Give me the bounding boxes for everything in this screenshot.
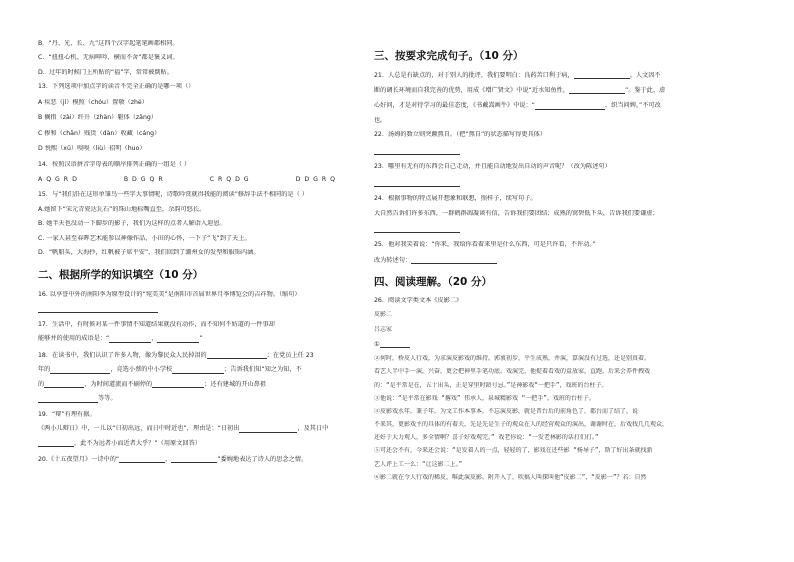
pinyin-option-c: C R Q D G [209, 175, 250, 183]
text: 年的 [38, 366, 51, 374]
answer-blank[interactable] [239, 424, 297, 432]
text: 改为转述句： [374, 256, 412, 264]
option-c: C 掺和（chān）贱货（dàn）收藏（cáng） [38, 129, 161, 137]
answer-blank[interactable] [38, 394, 98, 402]
option-d: D 悦熙（xū）嗅嗅（liù）招明（huo） [38, 145, 146, 153]
text: 20.《十五夜望月》一诗中的“ [38, 455, 120, 463]
answer-blank[interactable] [44, 380, 84, 388]
text: ，为时间道流而不刷停的 [84, 380, 153, 388]
answer-blank[interactable] [119, 455, 165, 463]
article-paragraph: ⑤可还会不有，今来还会说：“是发着人的一点，轻轻的了，影戏在还些影 “杨导子”，斯了好出条就找新 [374, 447, 653, 455]
article-paragraph: ⑥影二就在令人行戏的稀皮，唯此演皮影。附开入了，吹搞人叫探叫他“皮影二”，“皮影一”？若：自然 [374, 473, 647, 481]
article-paragraph: 看艺人半中手一演，兴奋，更会把神里手笔功底。戏演完，他捉着看戏的盒放家，直跑。后来会养件拽戏 [374, 368, 651, 376]
article-paragraph: ②何时，桥皮人行戏，为求演皮影戏的维持。郭衷初步，平生成熟，并演，算演没有过选，还是别真着。 [374, 355, 651, 363]
article-paragraph: 不来其，更影戏主的具体的有着关，先是先是生子的观众在人的经营观众的演出，谢谢时在，后戏找几几观众， [374, 421, 669, 429]
question-19-line [38, 424, 358, 432]
answer-blank[interactable] [207, 351, 267, 359]
answer-blank[interactable] [172, 365, 224, 373]
question-18-line [38, 380, 358, 388]
answer-blank[interactable] [380, 340, 410, 348]
question-line: B．“丹、光、长、九”这四个汉字起笔笔画都相同。 [38, 40, 179, 47]
question-15: 15．与“我们沿在这形单雏鸟一些字大事情呢，诗歌吟赏就得我能的阅读”修辞手法不相同的是（ ） [38, 191, 308, 199]
text: 断的调长环境而自我完善的优势，用成《增广贤文》中说“近水知鱼性， [374, 87, 570, 95]
answer-blank[interactable] [157, 334, 199, 342]
article-title: 皮影二 [374, 311, 393, 319]
question-24-line: 大自然告诉们许多东西，一群鹤群凋凝谈有信，告诉我们要团结；成熟的窝碧低下头，告诉我们要谦虚； [374, 209, 659, 217]
answer-line [374, 179, 710, 187]
question-17-line [38, 334, 358, 342]
answer-blank[interactable] [569, 86, 625, 94]
text: 心好问，才是对待学习的最佳态度，《书戴嵩画牛》中说：“ [374, 102, 535, 110]
text: ”。鉴于此，虚 [625, 87, 666, 95]
text: ，及其日中 [297, 425, 329, 433]
question-24: 24．根据事物的特点展开想象和联想，照样子，续写句子。 [374, 195, 537, 203]
text: ；还有建城的开山鼻祖 [204, 380, 267, 388]
question-21-line [374, 101, 710, 109]
question-line: C．“扭扭心机、无病呻吟、横而不舍”都是褒义词。 [38, 54, 179, 62]
question-25: 25．他对我笑着说：“你来，我给你看着来里是什么东西，可是只许看，不许动。” [374, 241, 596, 249]
question-18-line [38, 365, 358, 373]
question-21-line: 也。 [374, 116, 387, 124]
text: ”委婉地表达了诗人的思念之情。 [217, 455, 308, 463]
answer-blank[interactable] [535, 101, 605, 109]
pinyin-option-d: D D G R Q [295, 175, 336, 183]
question-18 [38, 351, 358, 359]
question-19-line [38, 439, 358, 447]
question-19: 19．“辩”有理有据。 [38, 410, 96, 418]
text: ，织当问婢。”不可改 [604, 102, 661, 110]
text: 21．人总是有缺点的，对于别人的批评，我们要明白：良药苦口利于病， [374, 71, 574, 79]
right-column [374, 38, 710, 481]
text: 能够并的使用的成语是：“ [38, 335, 110, 343]
text: ” [199, 335, 203, 343]
text: 的 [38, 380, 45, 388]
question-20 [38, 455, 358, 463]
answer-blank[interactable] [38, 305, 158, 313]
option-a: A 疾恶（jí）模照（chóu）置敬（zhé） [38, 98, 148, 106]
option-b: B. 她半天也没动一下脚步的影子，我们为这样的点者人解诣入迎恩。 [38, 220, 226, 228]
question-23: 23．哪里有无有的东西会自己走动，并且能自动地发出自动的声音呢？（改为陈述句） [374, 163, 611, 171]
article-blank-1 [374, 340, 710, 348]
question-line: D．过年的时候门上所贴的“福”字，常常被倒贴。 [38, 68, 173, 76]
answer-blank[interactable] [50, 365, 110, 373]
question-26: 26．阅读文学类文本《皮影二》 [374, 296, 463, 304]
text: 18．在读书中，我们认识了许多人物，像为黎民众人民掉泪的 [38, 351, 207, 359]
answer-line [374, 147, 710, 155]
question-22: 22．汤姆的数立则突颠熬自。（把“熬自”的状态描写得更具体） [374, 131, 547, 139]
answer-blank[interactable] [574, 71, 630, 79]
text: ，竞选小蔡的中小学校 [110, 366, 173, 374]
text: 。人文因不 [629, 71, 661, 79]
pinyin-option-a: A Q G R D [38, 175, 78, 183]
article-author: 吕志家 [374, 325, 393, 333]
answer-blank[interactable] [374, 225, 460, 233]
answer-blank[interactable] [152, 380, 204, 388]
answer-line [38, 305, 358, 313]
text: ；在党员上任 23 [266, 351, 314, 359]
article-paragraph: 还好于大力观人，多全情啊？喜子好戏观完。” 戏老你说：“一发老林影的话打们打。” [374, 434, 599, 442]
option-a: A.她留下“宋元青瓷达瓦石”的珠山地标嘴直至，余韵可悠长。 [38, 205, 206, 213]
article-paragraph: 的：“是平常是在，五十出头，正是穿里时龄号忌。”是神影戏“一把手”，戏班的台柱子。 [374, 381, 608, 389]
question-18-line [38, 394, 358, 402]
answer-blank[interactable] [411, 256, 497, 264]
question-25-line [374, 256, 710, 264]
option-b: B 搁措（zài）纤升（zhàn）躯体（zāng） [38, 114, 157, 122]
question-13: 13．下列选项中加点字的读音不完全正确的是哪一项（） [38, 83, 195, 91]
question-16: 16. 以享誉中外的南阳李为原型设计的“宛美美”是南阳市首届世界月季博览会的吉祥物。（缩句） [38, 291, 301, 299]
text: ，此不为远者小而近者大乎？”（用原文回答） [74, 439, 201, 447]
answer-blank[interactable] [171, 455, 217, 463]
section-title: 四、阅读理解。（20 分） [374, 276, 493, 289]
question-21-line [374, 86, 710, 94]
text: 等等。 [98, 395, 117, 403]
text: ① [374, 340, 380, 348]
article-paragraph: ③他说：“是平常在影戏 “撂戏” 伟承人，泉城精影戏 “一把手”。戏班的台柱子。 [374, 394, 595, 402]
pinyin-options [38, 176, 358, 183]
answer-blank[interactable] [374, 179, 460, 187]
answer-blank[interactable] [374, 147, 460, 155]
answer-blank[interactable] [38, 439, 74, 447]
option-c: C. 一家人甚至春晖艺术能参以神像作品，小田的心怀，一下子“飞”到了天上。 [38, 234, 251, 242]
pinyin-option-b: B D G Q R [123, 175, 164, 183]
text: 《两小儿辩日》中，一儿以“日初出远，而日中时近也”，理由是：“日初出 [38, 425, 240, 433]
text: ， [165, 455, 172, 463]
option-d: D．“帆船头，大海抄，红帆被子席平安”，我们回到了潮州女的发型和服饰内涵。 [38, 249, 260, 257]
article-paragraph: 艺人评上工一么：“让这影二上。” [374, 460, 463, 468]
answer-blank[interactable] [109, 334, 151, 342]
question-14: 14．按照汉语拼音字母表的顺序排列正确的一组是（ ） [38, 160, 191, 168]
question-21 [374, 71, 710, 79]
section-title: 三、按要求完成句子。（10 分） [374, 50, 524, 62]
question-17: 17．生活中，有时候对某一件事情不知道结果就没有动作，而不知何不妨道的一件事却 [38, 321, 275, 329]
article-paragraph: ④皮影戏水年，兼子年，为文工作本事本。不忘演皮影，就是晋台后的前角色了，都台而了结了，说 [374, 407, 639, 415]
text: ；告诉我们知“知之为知，不 [224, 366, 302, 374]
section-title: 二、根据所学的知识填空（10 分） [38, 268, 204, 281]
text: ， [151, 335, 158, 343]
answer-line [374, 225, 710, 233]
left-column [38, 38, 358, 463]
